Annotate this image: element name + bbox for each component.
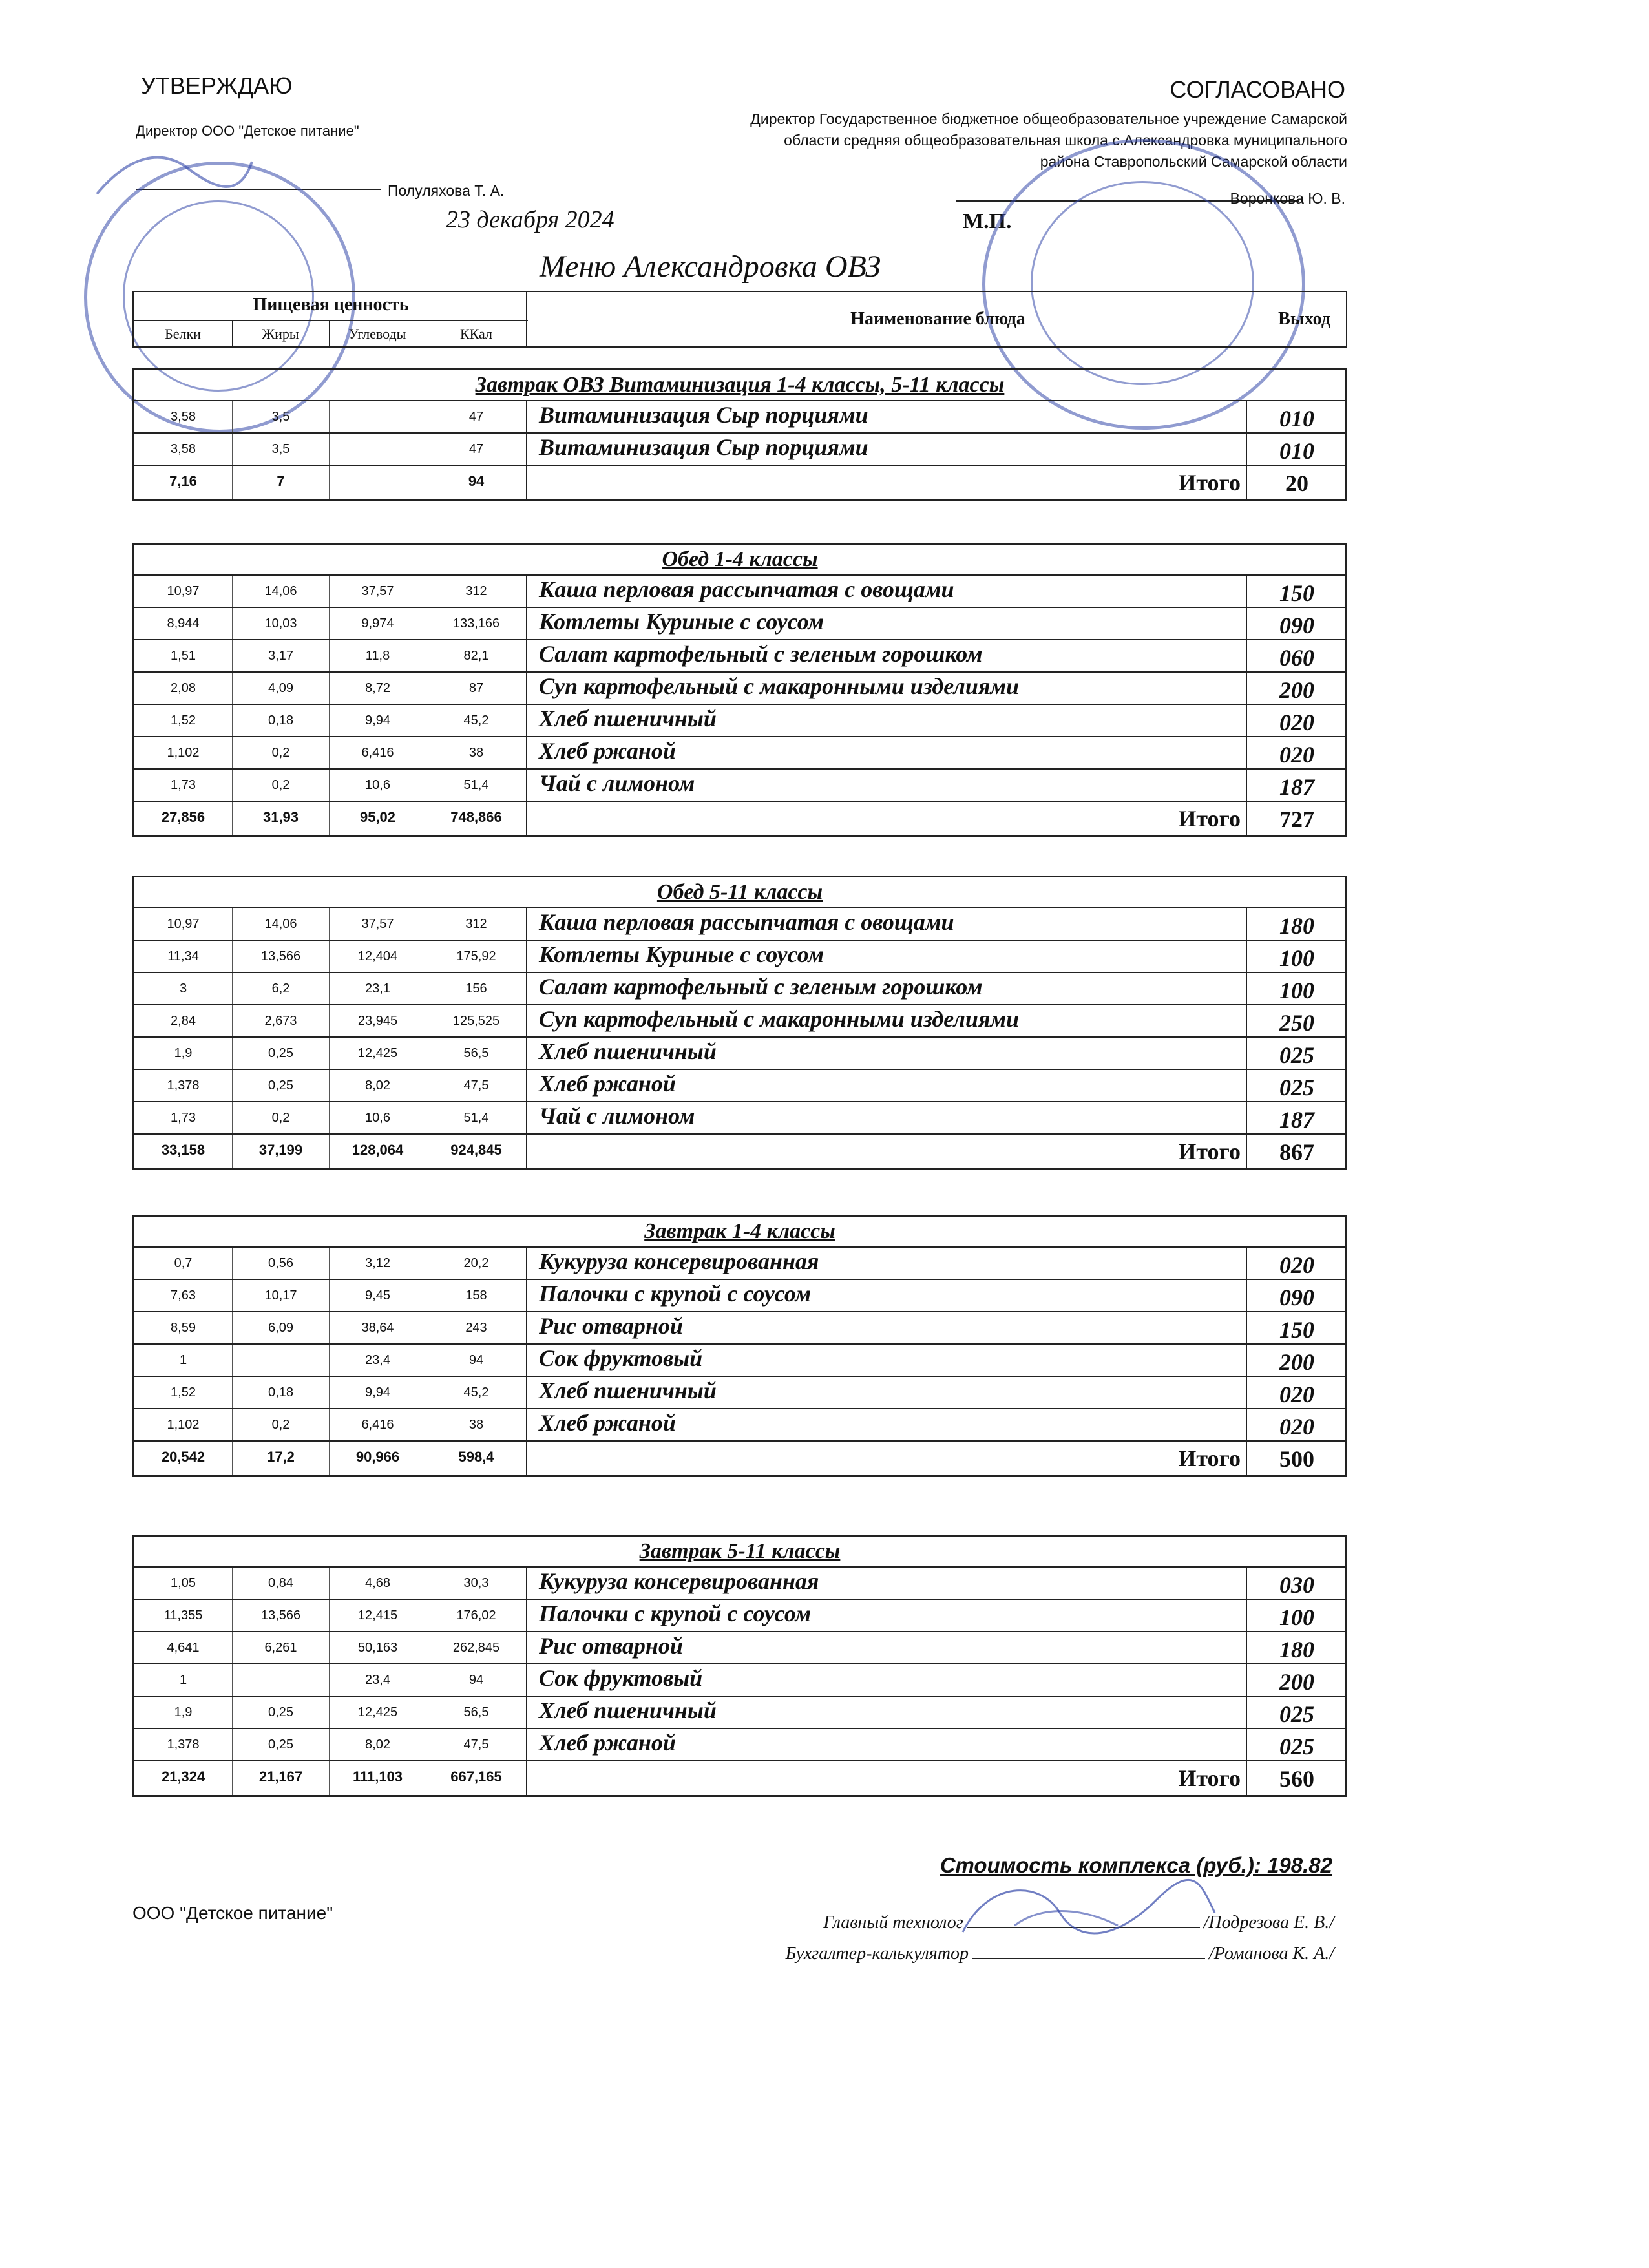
section-title: Обед 5-11 классы xyxy=(134,877,1345,908)
yield-cell: 090 xyxy=(1279,613,1314,638)
dish-name-cell: Палочки с крупой с соусом xyxy=(530,1280,1247,1311)
total-fat-cell: 21,167 xyxy=(233,1761,330,1795)
carbs-cell: 23,945 xyxy=(330,1005,426,1036)
nutrition-divider xyxy=(134,320,528,321)
protein-cell: 1,52 xyxy=(134,1377,233,1408)
total-label: Итого xyxy=(530,1442,1247,1475)
carbs-cell: 8,02 xyxy=(330,1729,426,1760)
kcal-cell: 20,2 xyxy=(426,1248,527,1279)
dish-name-cell: Хлеб пшеничный xyxy=(530,1377,1247,1408)
yield-cell: 025 xyxy=(1279,1701,1314,1727)
agree-text xyxy=(646,109,1347,173)
kcal-cell: 243 xyxy=(426,1312,527,1343)
fat-cell xyxy=(233,1664,330,1696)
kcal-cell: 262,845 xyxy=(426,1632,527,1663)
carbs-cell: 9,45 xyxy=(330,1280,426,1311)
fat-cell: 0,25 xyxy=(233,1038,330,1069)
fat-cell: 0,2 xyxy=(233,770,330,801)
table-row xyxy=(134,737,1345,770)
yield-cell: 180 xyxy=(1279,1637,1314,1663)
carbs-cell: 23,1 xyxy=(330,973,426,1004)
total-carbs-cell: 95,02 xyxy=(330,802,426,835)
section-breakfast-vitamin xyxy=(132,368,1347,501)
section-rows xyxy=(134,401,1345,499)
table-row xyxy=(134,401,1345,434)
fat-header: Жиры xyxy=(262,326,299,342)
total-row xyxy=(134,466,1345,499)
agree-title: СОГЛАСОВАНО xyxy=(1170,76,1345,103)
nutrition-header xyxy=(134,292,528,346)
total-protein-cell: 27,856 xyxy=(134,802,233,835)
dish-name-cell: Каша перловая рассыпчатая с овощами xyxy=(530,576,1247,607)
fat-cell: 0,2 xyxy=(233,737,330,768)
yield-cell: 025 xyxy=(1279,1734,1314,1759)
yield-cell: 100 xyxy=(1279,978,1314,1003)
table-row xyxy=(134,1729,1345,1761)
yield-cell: 100 xyxy=(1279,945,1314,971)
table-row xyxy=(134,608,1345,640)
protein-cell: 10,97 xyxy=(134,576,233,607)
kcal-cell: 82,1 xyxy=(426,640,527,671)
table-row xyxy=(134,1312,1345,1345)
protein-cell: 1 xyxy=(134,1664,233,1696)
protein-cell: 1,9 xyxy=(134,1038,233,1069)
fat-cell: 0,84 xyxy=(233,1568,330,1599)
fat-cell: 13,566 xyxy=(233,941,330,972)
document-date: 23 декабря 2024 xyxy=(446,206,614,233)
total-fat-cell: 37,199 xyxy=(233,1135,330,1168)
total-row xyxy=(134,1761,1345,1795)
protein-cell: 7,63 xyxy=(134,1280,233,1311)
table-row xyxy=(134,1102,1345,1135)
dish-name-cell: Суп картофельный с макаронными изделиями xyxy=(530,1005,1247,1036)
table-row xyxy=(134,941,1345,973)
approve-title: УТВЕРЖДАЮ xyxy=(141,72,293,99)
table-row xyxy=(134,1409,1345,1442)
fat-cell: 3,17 xyxy=(233,640,330,671)
total-protein-cell: 21,324 xyxy=(134,1761,233,1795)
carbs-cell: 8,02 xyxy=(330,1070,426,1101)
kcal-cell: 51,4 xyxy=(426,1102,527,1133)
fat-cell: 6,261 xyxy=(233,1632,330,1663)
table-row xyxy=(134,434,1345,466)
agree-name: Воронкова Ю. В. xyxy=(1230,190,1345,207)
dish-name-cell: Суп картофельный с макаронными изделиями xyxy=(530,673,1247,704)
agree-line-1: Директор Государственное бюджетное общеобразовательное учреждение Самарской xyxy=(750,110,1347,127)
total-kcal-cell: 667,165 xyxy=(426,1761,527,1795)
kcal-cell: 176,02 xyxy=(426,1600,527,1631)
yield-cell: 187 xyxy=(1279,774,1314,800)
fat-cell: 0,2 xyxy=(233,1409,330,1440)
approve-role: Директор ООО "Детское питание" xyxy=(136,123,359,139)
total-row xyxy=(134,1442,1345,1475)
yield-cell: 200 xyxy=(1279,1669,1314,1695)
fat-cell: 3,5 xyxy=(233,434,330,465)
kcal-cell: 30,3 xyxy=(426,1568,527,1599)
section-breakfast-1-4 xyxy=(132,1215,1347,1477)
protein-cell: 1,378 xyxy=(134,1729,233,1760)
fat-cell: 14,06 xyxy=(233,908,330,940)
total-kcal-cell: 924,845 xyxy=(426,1135,527,1168)
total-carbs-cell: 90,966 xyxy=(330,1442,426,1475)
section-title: Завтрак 1-4 классы xyxy=(134,1217,1345,1248)
protein-cell: 3,58 xyxy=(134,401,233,432)
protein-cell: 1,52 xyxy=(134,705,233,736)
yield-cell: 187 xyxy=(1279,1107,1314,1133)
total-fat-cell: 17,2 xyxy=(233,1442,330,1475)
table-row xyxy=(134,1345,1345,1377)
carbs-cell: 23,4 xyxy=(330,1664,426,1696)
protein-cell: 1,51 xyxy=(134,640,233,671)
carbs-cell: 50,163 xyxy=(330,1632,426,1663)
yield-cell: 200 xyxy=(1279,1349,1314,1375)
kcal-cell: 45,2 xyxy=(426,1377,527,1408)
total-yield-cell: 867 xyxy=(1279,1139,1314,1165)
dish-name-cell: Рис отварной xyxy=(530,1312,1247,1343)
total-yield-cell: 20 xyxy=(1285,470,1308,496)
yield-cell: 025 xyxy=(1279,1075,1314,1100)
kcal-cell: 47 xyxy=(426,401,527,432)
kcal-header: ККал xyxy=(460,326,492,342)
fat-cell: 0,56 xyxy=(233,1248,330,1279)
fat-cell: 0,25 xyxy=(233,1697,330,1728)
kcal-cell: 312 xyxy=(426,908,527,940)
dish-name-cell: Хлеб пшеничный xyxy=(530,1038,1247,1069)
table-row xyxy=(134,705,1345,737)
kcal-cell: 38 xyxy=(426,737,527,768)
kcal-cell: 56,5 xyxy=(426,1038,527,1069)
yield-cell: 060 xyxy=(1279,645,1314,671)
protein-cell: 2,08 xyxy=(134,673,233,704)
yield-cell: 180 xyxy=(1279,913,1314,939)
total-row xyxy=(134,802,1345,835)
yield-cell: 090 xyxy=(1279,1285,1314,1310)
table-row xyxy=(134,673,1345,705)
tech-role: Главный технолог xyxy=(823,1913,963,1933)
kcal-cell: 94 xyxy=(426,1345,527,1376)
approve-name: Полуляхова Т. А. xyxy=(388,182,505,199)
column-divider xyxy=(526,292,527,346)
menu-title: Меню Александровка ОВЗ xyxy=(540,249,881,284)
carbs-header: Углеводы xyxy=(348,326,406,342)
table-row xyxy=(134,1568,1345,1600)
yield-cell: 150 xyxy=(1279,580,1314,606)
accountant-role: Бухгалтер-калькулятор xyxy=(785,1944,969,1964)
table-row xyxy=(134,640,1345,673)
carbs-cell: 12,425 xyxy=(330,1038,426,1069)
dish-name-cell: Салат картофельный с зеленым горошком xyxy=(530,640,1247,671)
carbs-cell: 37,57 xyxy=(330,576,426,607)
protein-cell: 2,84 xyxy=(134,1005,233,1036)
protein-cell: 10,97 xyxy=(134,908,233,940)
yield-header: Выход xyxy=(1278,309,1330,329)
dish-name-cell: Хлеб пшеничный xyxy=(530,1697,1247,1728)
table-row xyxy=(134,973,1345,1005)
table-row xyxy=(134,1070,1345,1102)
dish-name-cell: Котлеты Куриные с соусом xyxy=(530,608,1247,639)
protein-header: Белки xyxy=(165,326,201,342)
dish-name-cell: Каша перловая рассыпчатая с овощами xyxy=(530,908,1247,940)
section-breakfast-5-11 xyxy=(132,1535,1347,1797)
kcal-cell: 175,92 xyxy=(426,941,527,972)
kcal-cell: 56,5 xyxy=(426,1697,527,1728)
section-lunch-5-11 xyxy=(132,876,1347,1170)
kcal-cell: 45,2 xyxy=(426,705,527,736)
table-row xyxy=(134,576,1345,608)
yield-cell: 020 xyxy=(1279,1414,1314,1440)
protein-cell: 1,102 xyxy=(134,1409,233,1440)
fat-cell: 10,03 xyxy=(233,608,330,639)
accountant-name: /Романова К. А./ xyxy=(1208,1944,1334,1964)
protein-cell: 4,641 xyxy=(134,1632,233,1663)
fat-cell: 6,2 xyxy=(233,973,330,1004)
fat-cell: 0,2 xyxy=(233,1102,330,1133)
total-carbs-cell xyxy=(330,466,426,499)
yield-cell: 030 xyxy=(1279,1572,1314,1598)
table-row xyxy=(134,1038,1345,1070)
fat-cell: 3,5 xyxy=(233,401,330,432)
kcal-cell: 47 xyxy=(426,434,527,465)
fat-cell: 14,06 xyxy=(233,576,330,607)
table-row xyxy=(134,1005,1345,1038)
carbs-cell: 11,8 xyxy=(330,640,426,671)
carbs-cell: 10,6 xyxy=(330,770,426,801)
dish-name-cell: Кукуруза консервированная xyxy=(530,1568,1247,1599)
fat-cell: 13,566 xyxy=(233,1600,330,1631)
carbs-cell: 6,416 xyxy=(330,1409,426,1440)
total-yield-cell: 727 xyxy=(1279,806,1314,832)
total-yield-cell: 500 xyxy=(1279,1446,1314,1472)
total-carbs-cell: 111,103 xyxy=(330,1761,426,1795)
fat-cell: 6,09 xyxy=(233,1312,330,1343)
yield-cell: 150 xyxy=(1279,1317,1314,1343)
column-header xyxy=(132,291,1347,348)
protein-cell: 8,944 xyxy=(134,608,233,639)
table-row xyxy=(134,1664,1345,1697)
carbs-cell: 9,974 xyxy=(330,608,426,639)
yield-cell: 200 xyxy=(1279,677,1314,703)
kcal-cell: 38 xyxy=(426,1409,527,1440)
table-row xyxy=(134,1377,1345,1409)
carbs-cell: 12,425 xyxy=(330,1697,426,1728)
kcal-cell: 158 xyxy=(426,1280,527,1311)
section-title: Завтрак ОВЗ Витаминизация 1-4 классы, 5-11 классы xyxy=(134,370,1345,401)
total-kcal-cell: 598,4 xyxy=(426,1442,527,1475)
carbs-cell: 3,12 xyxy=(330,1248,426,1279)
total-yield-cell: 560 xyxy=(1279,1766,1314,1792)
total-label: Итого xyxy=(530,1135,1247,1168)
protein-cell: 1,102 xyxy=(134,737,233,768)
dish-name-cell: Хлеб пшеничный xyxy=(530,705,1247,736)
protein-cell: 1,73 xyxy=(134,770,233,801)
complex-cost: Стоимость комплекса (руб.): 198.82 xyxy=(940,1853,1332,1877)
dish-name-cell: Хлеб ржаной xyxy=(530,1729,1247,1760)
section-rows xyxy=(134,576,1345,835)
total-protein-cell: 33,158 xyxy=(134,1135,233,1168)
approve-signature-icon xyxy=(90,142,258,213)
right-stamp-inner-ring xyxy=(1031,181,1254,385)
carbs-cell xyxy=(330,434,426,465)
protein-cell: 11,34 xyxy=(134,941,233,972)
protein-cell: 1,378 xyxy=(134,1070,233,1101)
tech-signature-icon xyxy=(950,1874,1221,1951)
dish-name-cell: Хлеб ржаной xyxy=(530,1409,1247,1440)
dish-name-cell: Чай с лимоном xyxy=(530,1102,1247,1133)
table-row xyxy=(134,770,1345,802)
protein-cell: 1,9 xyxy=(134,1697,233,1728)
tech-name: /Подрезова Е. В./ xyxy=(1203,1913,1334,1933)
total-fat-cell: 7 xyxy=(233,466,330,499)
dish-name-cell: Палочки с крупой с соусом xyxy=(530,1600,1247,1631)
carbs-cell: 8,72 xyxy=(330,673,426,704)
company-name: ООО "Детское питание" xyxy=(132,1903,333,1923)
fat-cell: 4,09 xyxy=(233,673,330,704)
carbs-cell: 12,415 xyxy=(330,1600,426,1631)
dish-name-cell: Сок фруктовый xyxy=(530,1345,1247,1376)
carbs-cell: 9,94 xyxy=(330,705,426,736)
total-label: Итого xyxy=(530,802,1247,835)
dish-name-cell: Хлеб ржаной xyxy=(530,737,1247,768)
fat-cell: 0,18 xyxy=(233,1377,330,1408)
carbs-cell: 9,94 xyxy=(330,1377,426,1408)
agree-line-3: района Ставропольский Самарской области xyxy=(1040,153,1347,170)
dish-name-cell: Витаминизация Сыр порциями xyxy=(530,401,1247,432)
dish-name-cell: Витаминизация Сыр порциями xyxy=(530,434,1247,465)
yield-cell: 020 xyxy=(1279,742,1314,768)
dish-name-cell: Сок фруктовый xyxy=(530,1664,1247,1696)
fat-cell: 0,25 xyxy=(233,1070,330,1101)
dish-name-cell: Кукуруза консервированная xyxy=(530,1248,1247,1279)
kcal-cell: 156 xyxy=(426,973,527,1004)
carbs-cell: 37,57 xyxy=(330,908,426,940)
yield-cell: 025 xyxy=(1279,1042,1314,1068)
yield-cell: 010 xyxy=(1279,438,1314,464)
protein-cell: 0,7 xyxy=(134,1248,233,1279)
carbs-cell: 12,404 xyxy=(330,941,426,972)
kcal-cell: 51,4 xyxy=(426,770,527,801)
carbs-cell: 38,64 xyxy=(330,1312,426,1343)
fat-cell xyxy=(233,1345,330,1376)
yield-cell: 010 xyxy=(1279,406,1314,432)
stamp-place-label: М.П. xyxy=(963,209,1012,233)
protein-cell: 8,59 xyxy=(134,1312,233,1343)
table-row xyxy=(134,1600,1345,1632)
carbs-cell: 10,6 xyxy=(330,1102,426,1133)
dish-name-cell: Рис отварной xyxy=(530,1632,1247,1663)
dish-name-cell: Салат картофельный с зеленым горошком xyxy=(530,973,1247,1004)
total-row xyxy=(134,1135,1345,1168)
carbs-cell: 4,68 xyxy=(330,1568,426,1599)
total-label: Итого xyxy=(530,1761,1247,1795)
fat-cell: 0,18 xyxy=(233,705,330,736)
yield-cell: 100 xyxy=(1279,1604,1314,1630)
kcal-cell: 47,5 xyxy=(426,1070,527,1101)
section-rows xyxy=(134,1248,1345,1475)
table-row xyxy=(134,1697,1345,1729)
kcal-cell: 87 xyxy=(426,673,527,704)
table-row xyxy=(134,1632,1345,1664)
table-row xyxy=(134,1248,1345,1280)
carbs-cell xyxy=(330,401,426,432)
section-rows xyxy=(134,908,1345,1168)
total-protein-cell: 7,16 xyxy=(134,466,233,499)
kcal-cell: 133,166 xyxy=(426,608,527,639)
kcal-cell: 125,525 xyxy=(426,1005,527,1036)
section-lunch-1-4 xyxy=(132,543,1347,837)
agree-line-2: области средняя общеобразовательная школа с.Александровка муниципального xyxy=(784,132,1347,149)
table-row xyxy=(134,1280,1345,1312)
fat-cell: 0,25 xyxy=(233,1729,330,1760)
total-protein-cell: 20,542 xyxy=(134,1442,233,1475)
total-carbs-cell: 128,064 xyxy=(330,1135,426,1168)
carbs-cell: 23,4 xyxy=(330,1345,426,1376)
total-kcal-cell: 748,866 xyxy=(426,802,527,835)
table-row xyxy=(134,908,1345,941)
total-kcal-cell: 94 xyxy=(426,466,527,499)
section-title: Обед 1-4 классы xyxy=(134,545,1345,576)
section-rows xyxy=(134,1568,1345,1795)
dish-name-header: Наименование блюда xyxy=(850,309,1025,329)
kcal-cell: 312 xyxy=(426,576,527,607)
protein-cell: 1 xyxy=(134,1345,233,1376)
kcal-cell: 47,5 xyxy=(426,1729,527,1760)
total-label: Итого xyxy=(530,466,1247,499)
dish-name-cell: Чай с лимоном xyxy=(530,770,1247,801)
yield-cell: 020 xyxy=(1279,709,1314,735)
kcal-cell: 94 xyxy=(426,1664,527,1696)
protein-cell: 1,73 xyxy=(134,1102,233,1133)
carbs-cell: 6,416 xyxy=(330,737,426,768)
yield-cell: 020 xyxy=(1279,1381,1314,1407)
total-fat-cell: 31,93 xyxy=(233,802,330,835)
yield-cell: 250 xyxy=(1279,1010,1314,1036)
fat-cell: 10,17 xyxy=(233,1280,330,1311)
protein-cell: 1,05 xyxy=(134,1568,233,1599)
dish-name-cell: Котлеты Куриные с соусом xyxy=(530,941,1247,972)
protein-cell: 11,355 xyxy=(134,1600,233,1631)
fat-cell: 2,673 xyxy=(233,1005,330,1036)
dish-name-cell: Хлеб ржаной xyxy=(530,1070,1247,1101)
nutrition-title: Пищевая ценность xyxy=(253,295,409,315)
protein-cell: 3 xyxy=(134,973,233,1004)
yield-cell: 020 xyxy=(1279,1252,1314,1278)
protein-cell: 3,58 xyxy=(134,434,233,465)
section-title: Завтрак 5-11 классы xyxy=(134,1537,1345,1568)
